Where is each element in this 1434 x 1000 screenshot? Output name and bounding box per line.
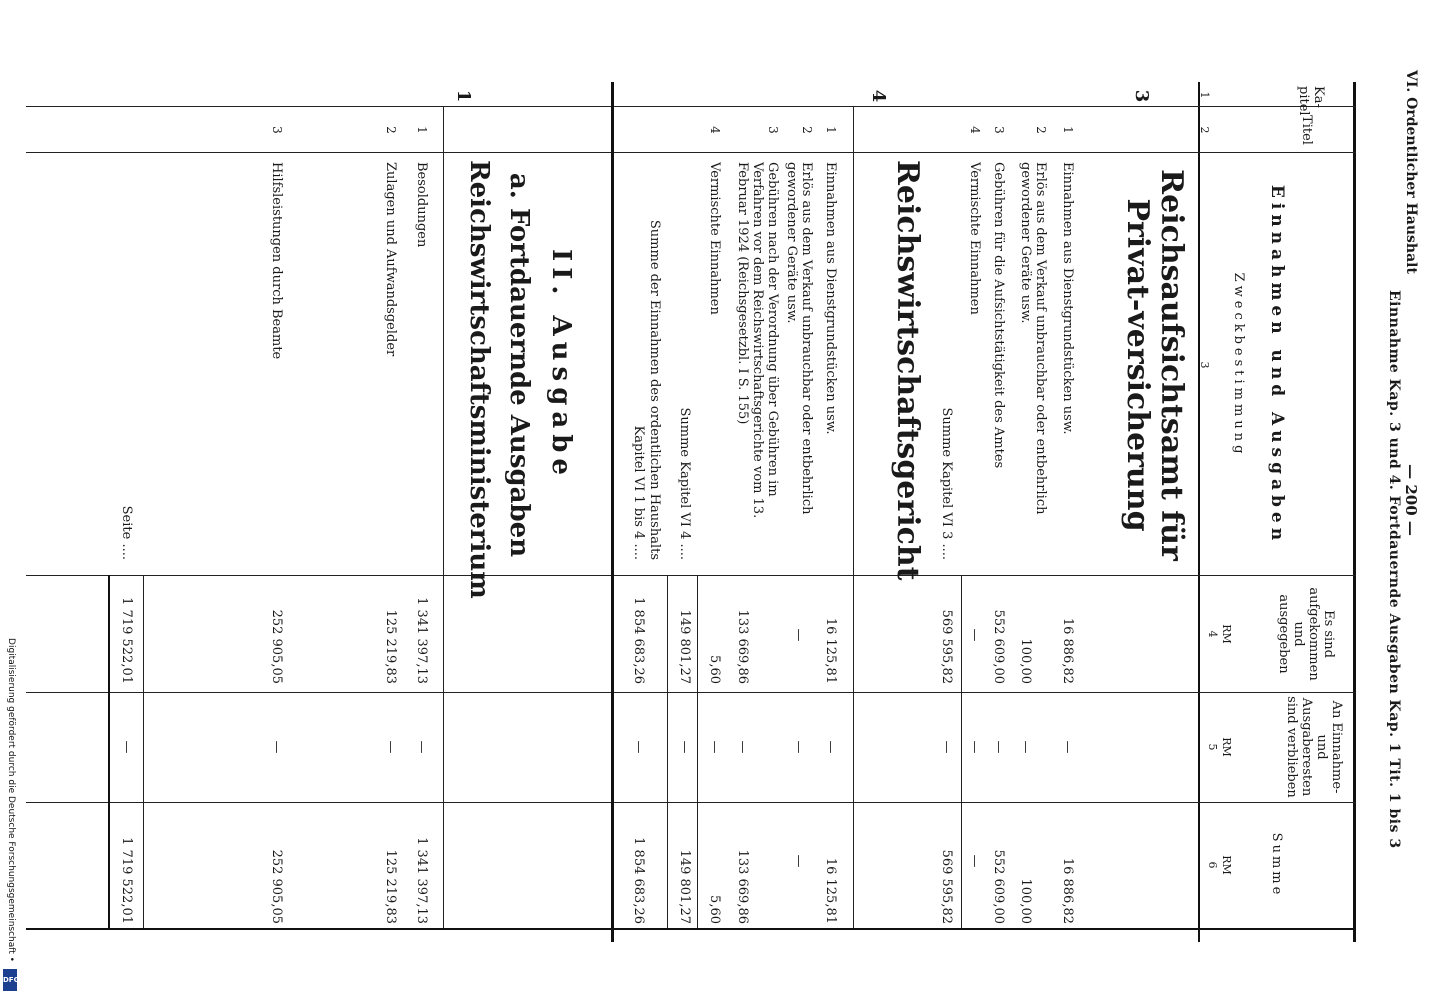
ch4-row4-a: 5,60 — [707, 655, 722, 684]
ch3-row4-c: — — [967, 854, 982, 868]
page-sum-label: Seite .... — [119, 505, 134, 560]
expense-chapter-number: 1 — [453, 89, 474, 103]
exp-row2-text: Zulagen und Aufwandsgelder — [383, 162, 398, 357]
ch3-row4-b: — — [967, 740, 982, 754]
ch3-sum-c: 569 595,82 — [939, 849, 954, 924]
col-kapitel-header: Ka-pitel — [1296, 86, 1326, 116]
ch3-row1-b: — — [1060, 740, 1075, 754]
col-num-2: 2 — [1198, 126, 1211, 134]
ch3-row3-titel: 3 — [992, 126, 1006, 134]
col-titel-header: Titel — [1299, 115, 1314, 145]
col4-unit: RM — [1220, 624, 1233, 644]
ch4-row2-text: Erlös aus dem Verkauf unbrauchbar oder entbehrlich gewordener Geräte usw. — [784, 162, 814, 515]
ch3-row2-titel: 2 — [1034, 126, 1048, 134]
ch4-top-rule — [853, 106, 854, 928]
exp-row1-a: 1 341 397,13 — [414, 597, 429, 684]
ch3-sum-a: 569 595,82 — [939, 609, 954, 684]
total-income-rule — [667, 575, 668, 928]
ch3-row2-a: 100,00 — [1018, 638, 1033, 684]
col6-header: Summe — [1269, 832, 1284, 898]
col-main-subheader: Zweckbestimmung — [1231, 272, 1246, 458]
dfg-logo: DFG — [3, 969, 17, 991]
exp-row2-a: 125 219,83 — [383, 609, 398, 684]
col-num-6: 6 — [1206, 861, 1219, 869]
exp-row3-text: Hilfsleistungen durch Beamte — [269, 162, 284, 360]
ch3-row1-text: Einnahmen aus Dienstgrundstücken usw. — [1060, 162, 1075, 435]
ch4-sum-a: 149 801,27 — [677, 609, 692, 684]
ch4-row1-c: 16 125,81 — [823, 857, 838, 924]
ch4-row4-b: — — [707, 740, 722, 754]
ch4-row1-titel: 1 — [824, 126, 838, 134]
total-income-label-2: Kapitel VI 1 bis 4 .... — [631, 425, 646, 560]
total-income-label-1: Summe der Einnahmen des ordentlichen Haushalts — [647, 219, 662, 560]
ch4-row1-text: Einnahmen aus Dienstgrundstücken usw. — [823, 162, 838, 435]
ch4-row3-a: 133 669,86 — [735, 609, 750, 684]
expense-top-rule — [611, 82, 614, 942]
header-page-number: — 200 — — [1402, 464, 1420, 536]
ch3-sum-label: Summe Kapitel VI 3 .... — [939, 407, 954, 560]
ch3-row2-c: 100,00 — [1018, 878, 1033, 924]
rule-top — [1353, 82, 1356, 942]
col-num-1: 1 — [1198, 91, 1211, 99]
exp-row3-b: — — [269, 740, 284, 754]
col-main-header: Einnahmen und Ausgaben — [1267, 184, 1287, 546]
exp-row1-b: — — [414, 740, 429, 754]
ch4-row3-c: 133 669,86 — [735, 849, 750, 924]
col-line-kapitel — [26, 106, 1356, 107]
ch3-row3-b: — — [991, 740, 1006, 754]
ch3-row1-c: 16 886,82 — [1060, 857, 1075, 924]
ch4-row2-b: — — [791, 740, 806, 754]
col-line-titel — [26, 152, 1356, 153]
ch3-row1-titel: 1 — [1061, 126, 1075, 134]
ch4-row2-titel: 2 — [800, 126, 814, 134]
ch4-sum-c: 149 801,27 — [677, 849, 692, 924]
exp-row2-b: — — [383, 740, 398, 754]
exp-row2-titel: 2 — [384, 126, 398, 134]
expense-subsection-title: a. Fortdauernde Ausgaben — [504, 172, 534, 558]
col-num-3: 3 — [1198, 361, 1211, 369]
ch3-row3-a: 552 609,00 — [991, 609, 1006, 684]
page-sum-b: — — [119, 740, 134, 754]
chapter4-number: 4 — [868, 89, 889, 103]
total-income-b: — — [631, 740, 646, 754]
page-sum-a: 1 719 522,01 — [119, 597, 134, 684]
expense-section-title: II. Ausgabe — [546, 249, 576, 481]
col-line-4 — [26, 575, 1356, 576]
exp-row3-a: 252 905,05 — [269, 609, 284, 684]
col4-header: Es sind aufgekommen und ausgegeben — [1276, 587, 1336, 681]
col5-header: An Einnahme- und Ausgaberesten sind verblieben — [1284, 696, 1344, 798]
ch4-sum-rule — [697, 575, 698, 928]
chapter4-title: Reichswirtschaftsgericht — [890, 160, 925, 581]
ch4-row4-text: Vermischte Einnahmen — [707, 162, 722, 315]
ch3-row4-text: Vermischte Einnahmen — [967, 162, 982, 315]
ch4-row3-titel: 3 — [766, 126, 780, 134]
col-line-right — [26, 928, 1356, 930]
col-num-4: 4 — [1206, 630, 1219, 638]
total-income-c: 1 854 683,26 — [631, 837, 646, 924]
header-part: VI. Ordentlicher Haushalt — [1403, 70, 1419, 274]
exp-row1-c: 1 341 397,13 — [414, 837, 429, 924]
ch4-row1-b: — — [823, 740, 838, 754]
exp-row3-titel: 3 — [270, 126, 284, 134]
exp-row1-text: Besoldungen — [414, 162, 429, 248]
exp-row1-titel: 1 — [415, 126, 429, 134]
ch3-sum-b: — — [939, 740, 954, 754]
total-income-a: 1 854 683,26 — [631, 597, 646, 684]
page-sum-bottom-rule — [108, 575, 110, 928]
col6-unit: RM — [1220, 855, 1233, 875]
ch4-row3-text: Gebühren nach der Verordnung über Gebühren im Verfahren vor dem Reichswirtschaftsgerichte vom 13. Februar 1924 (Reichsgesetzbl. I S. 155) — [735, 162, 780, 519]
ch3-row3-c: 552 609,00 — [991, 849, 1006, 924]
ch4-sum-b: — — [677, 740, 692, 754]
ch3-row1-a: 16 886,82 — [1060, 617, 1075, 684]
ch4-row2-a: — — [791, 628, 806, 642]
ch4-row4-c: 5,60 — [707, 895, 722, 924]
ch4-sum-label: Summe Kapitel VI 4 .... — [677, 407, 692, 560]
col-num-5: 5 — [1206, 743, 1219, 751]
ch4-row4-titel: 4 — [708, 126, 722, 134]
col-line-6 — [26, 802, 1356, 803]
ch3-row4-a: — — [967, 628, 982, 642]
ch3-row2-b: — — [1018, 740, 1033, 754]
exp-row3-c: 252 905,05 — [269, 849, 284, 924]
col5-unit: RM — [1220, 737, 1233, 757]
ch4-row1-a: 16 125,81 — [823, 617, 838, 684]
chapter3-number: 3 — [1131, 89, 1152, 103]
expense-chapter-rule — [443, 106, 444, 928]
ch3-row2-text: Erlös aus dem Verkauf unbrauchbar oder entbehrlich gewordener Geräte usw. — [1018, 162, 1048, 515]
ch3-row4-titel: 4 — [968, 126, 982, 134]
funding-note: Digitalisierung gefördert durch die Deutsche Forschungsgemeinschaft • — [6, 638, 16, 962]
exp-row2-c: 125 219,83 — [383, 849, 398, 924]
ch3-sum-rule — [961, 575, 962, 928]
header-subtitle: Einnahme Kap. 3 und 4. Fortdauernde Ausgaben Kap. 1 Tit. 1 bis 3 — [1386, 290, 1402, 849]
expense-ministry-title: Reichswirtschaftsministerium — [464, 160, 494, 599]
page-sum-rule — [143, 575, 144, 928]
page-sum-c: 1 719 522,01 — [119, 837, 134, 924]
ch4-row3-b: — — [735, 740, 750, 754]
ch4-row2-c: — — [791, 854, 806, 868]
ch3-row3-text: Gebühren für die Aufsichtstätigkeit des Amtes — [991, 162, 1006, 469]
chapter3-title: Reichsaufsichtsamt für Privat-versicherung — [1120, 169, 1189, 561]
